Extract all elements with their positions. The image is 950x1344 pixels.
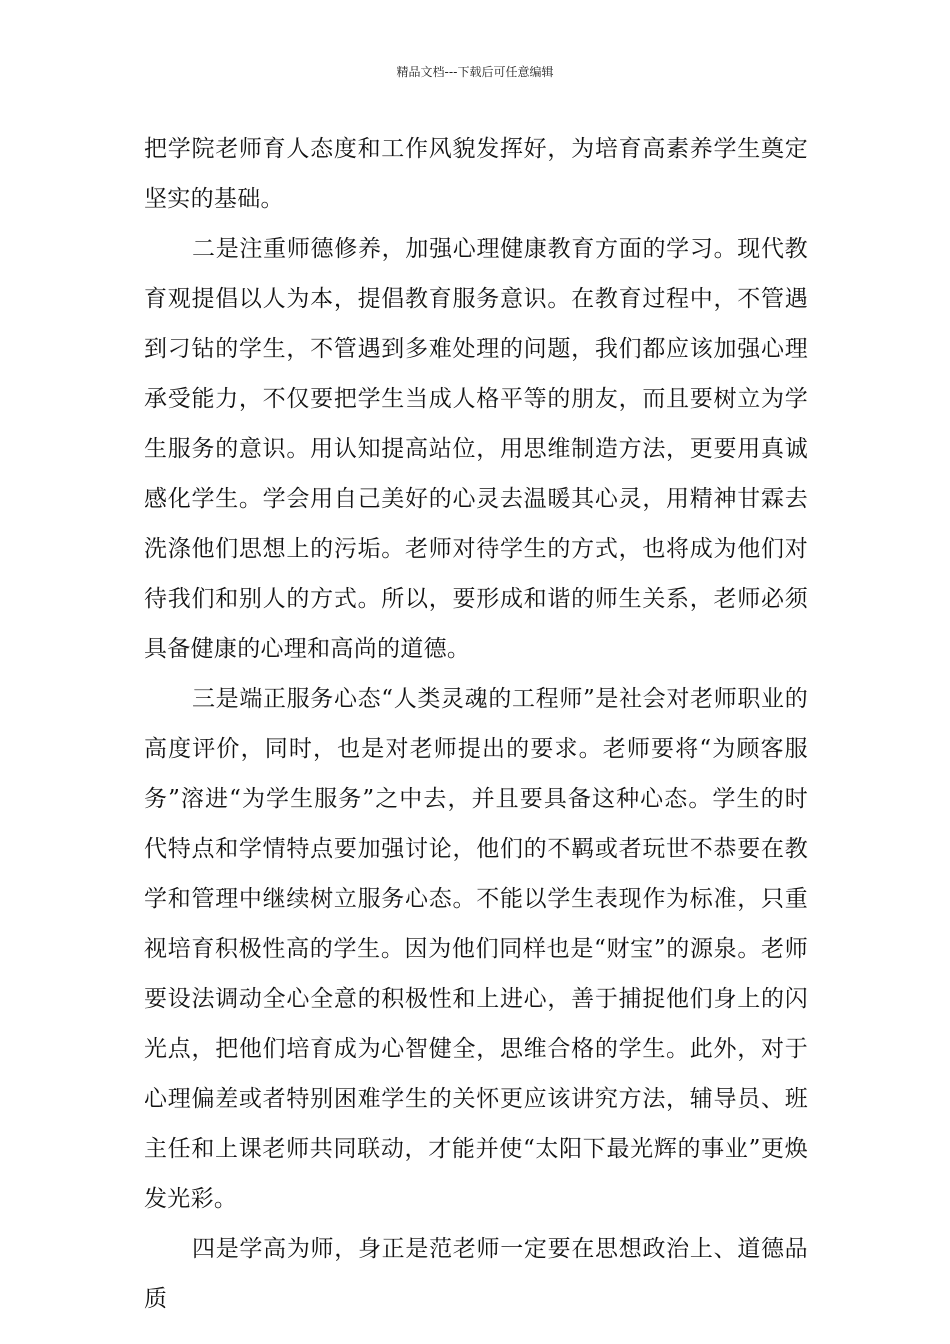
paragraph-point-two: 二是注重师德修养，加强心理健康教育方面的学习。现代教育观提倡以人为本，提倡教育服务意识。在教育过程中，不管遇到刁钻的学生，不管遇到多难处理的问题，我们都应该加强心理承受能力，不仅要把学生当成人格平等的朋友，而且要树立为学生服务的意识。用认知提高站位，用思维制造方法，更要用真诚感化学生。学会用自己美好的心灵去温暖其心灵，用精神甘霖去洗涤他们思想上的污垢。老师对待学生的方式，也将成为他们对待我们和别人的方式。所以，要形成和谐的师生关系，老师必须具备健康的心理和高尚的道德。 bbox=[144, 236, 808, 662]
paragraph-point-four: 四是学高为师，身正是范老师一定要在思想政治上、道德品质 bbox=[144, 1236, 808, 1312]
paragraph-continuation: 把学院老师育人态度和工作风貌发挥好，为培育高素养学生奠定坚实的基础。 bbox=[144, 136, 808, 212]
document-body bbox=[144, 124, 808, 1324]
paragraph-point-three: 三是端正服务心态“人类灵魂的工程师”是社会对老师职业的高度评价，同时，也是对老师提出的要求。老师要将“为顾客服务”溶进“为学生服务”之中去，并且要具备这种心态。学生的时代特点和学情特点要加强讨论，他们的不羁或者玩世不恭要在教学和管理中继续树立服务心态。不能以学生表现作为标准，只重视培育积极性高的学生。因为他们同样也是“财宝”的源泉。老师要设法调动全心全意的积极性和上进心，善于捕捉他们身上的闪光点，把他们培育成为心智健全，思维合格的学生。此外，对于心理偏差或者特别困难学生的关怀更应该讲究方法，辅导员、班主任和上课老师共同联动，才能并使“太阳下最光辉的事业”更焕发光彩。 bbox=[144, 686, 808, 1212]
page-header: 精品文档---下载后可任意编辑 bbox=[396, 65, 554, 79]
